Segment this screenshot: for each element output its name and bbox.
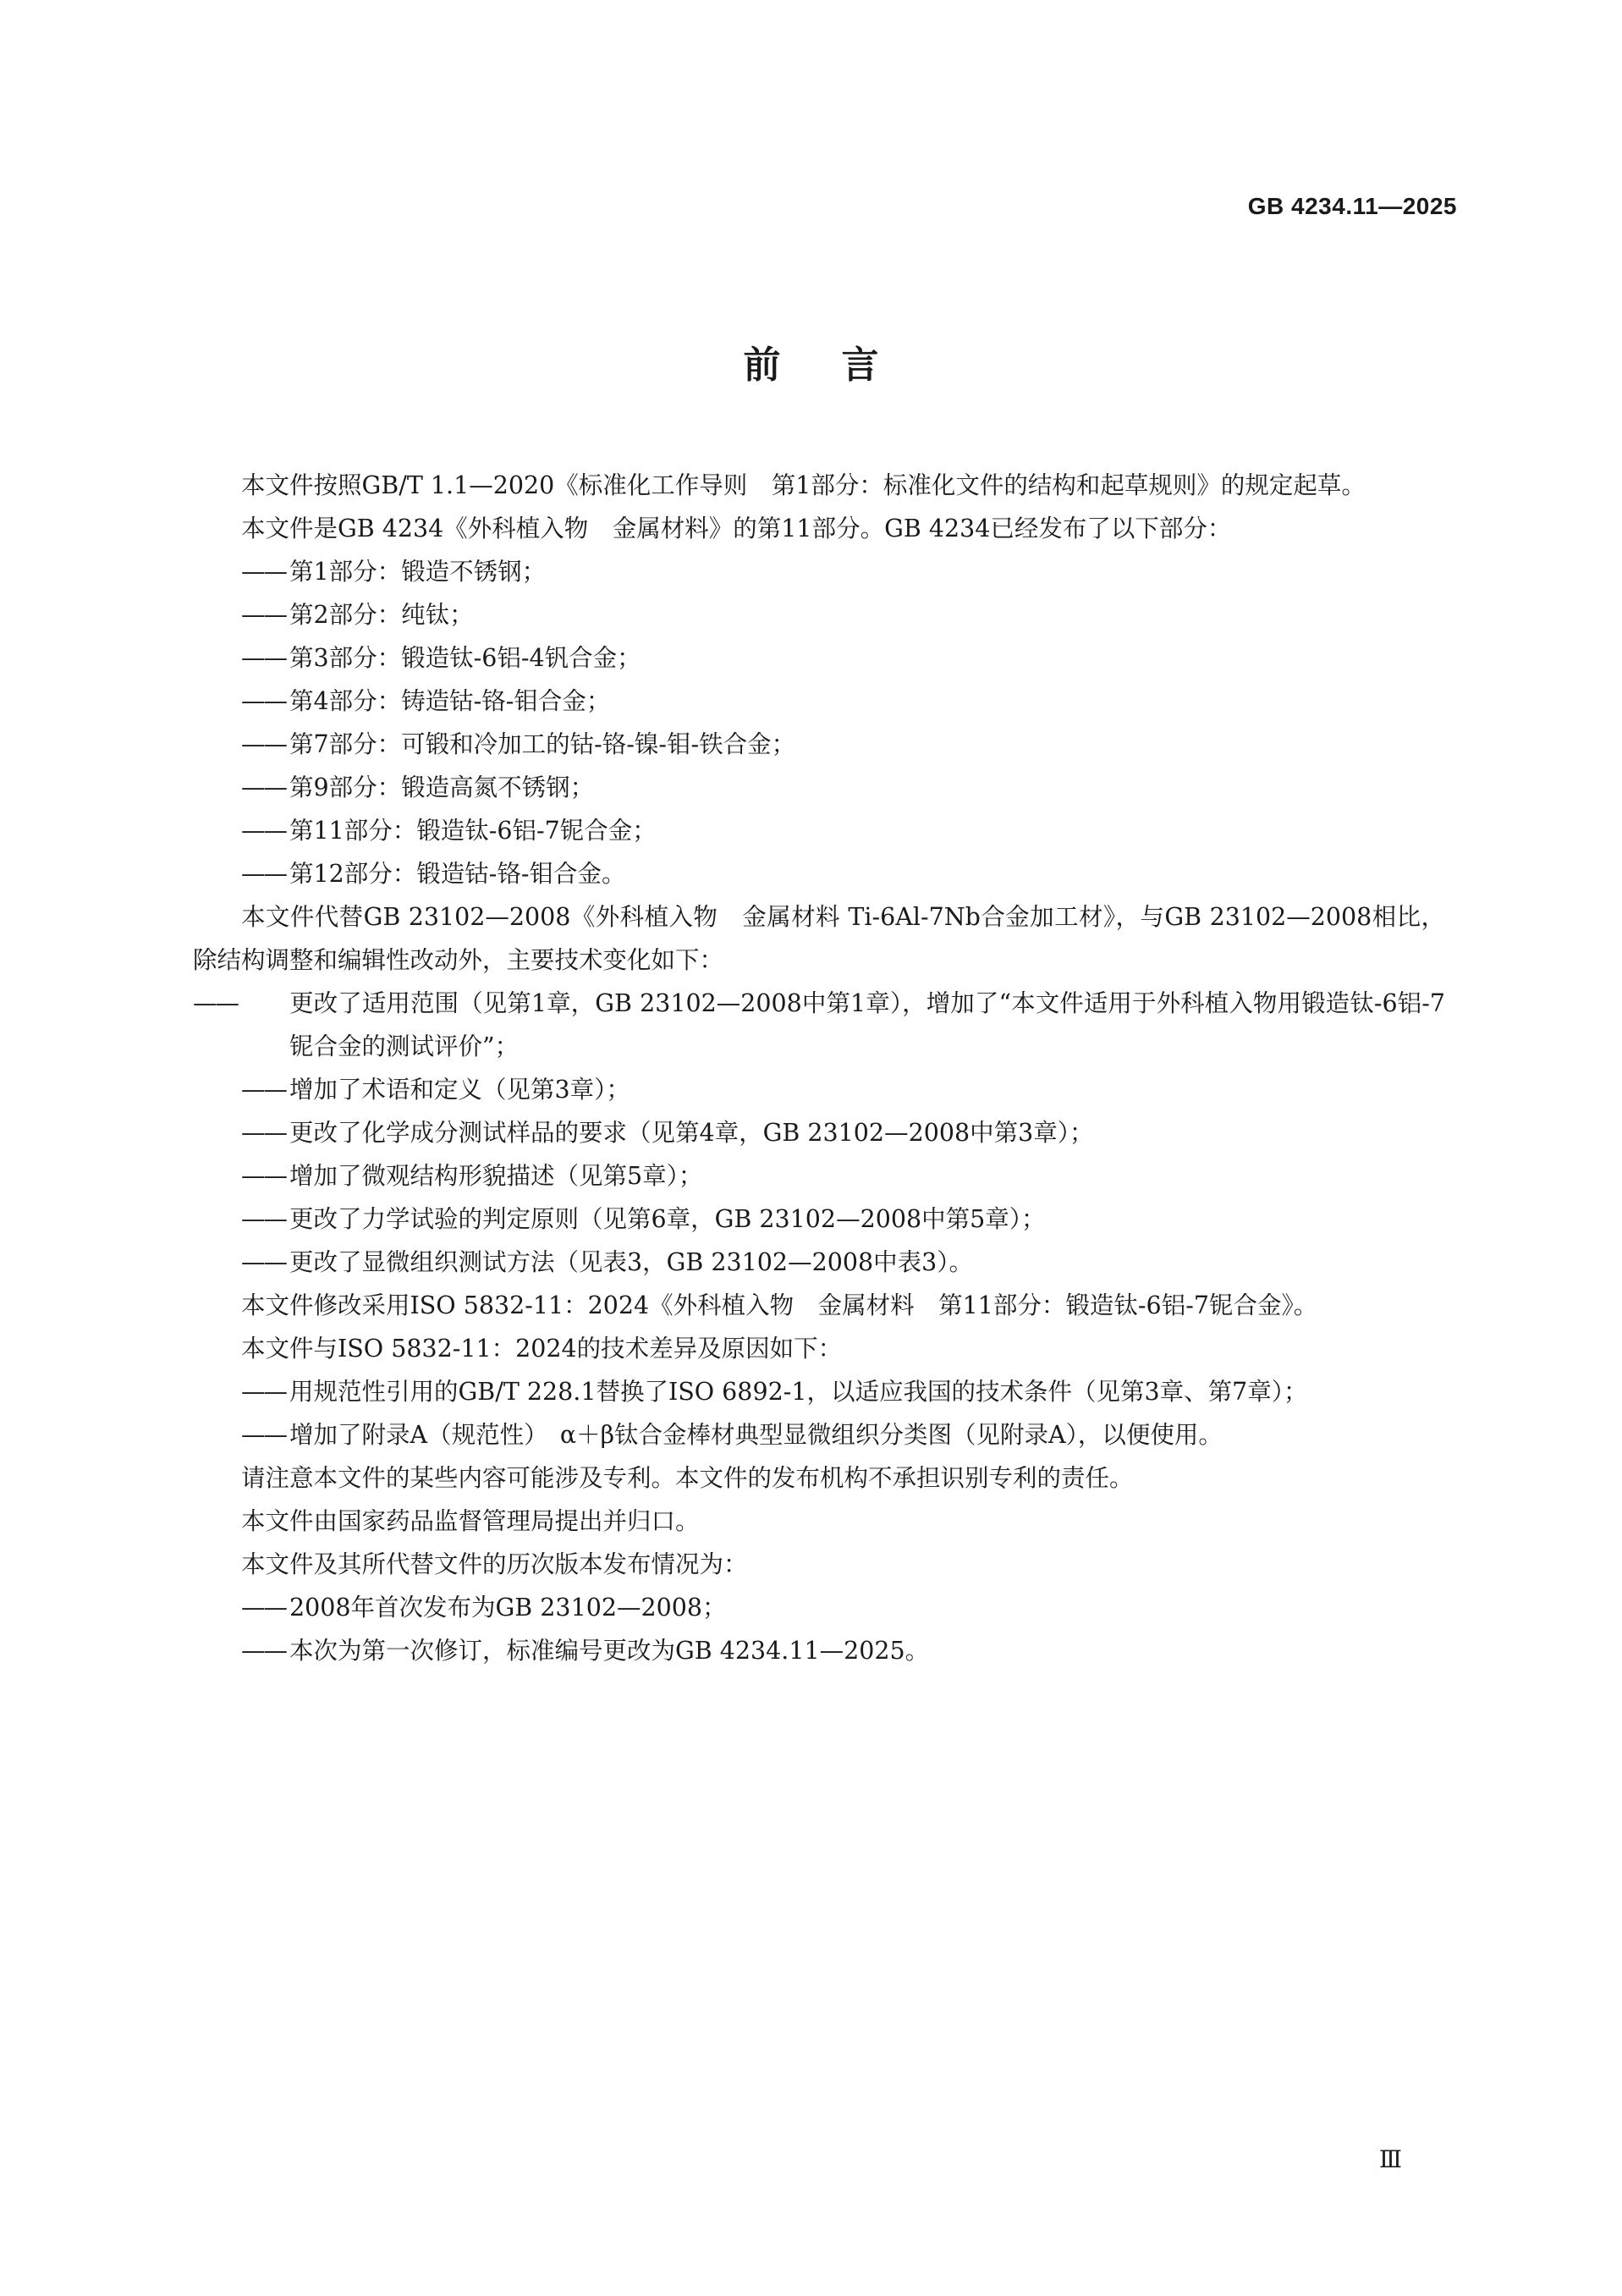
dash-marker: —— [241,1248,286,1276]
dash-marker: —— [241,860,286,888]
dash-marker: —— [241,1162,286,1190]
list-item [193,1154,1445,1198]
list-item [193,766,1445,809]
list-item-text: 第3部分：锻造钛-6铝-4钒合金； [289,644,641,672]
list-item [193,723,1445,766]
dash-marker: —— [241,1594,286,1622]
list-item [193,1586,1445,1629]
list-item-text: 第1部分：锻造不锈钢； [289,558,547,586]
list-item-text: 第4部分：铸造钴-铬-钼合金； [289,687,611,715]
paragraph: 本文件按照GB/T 1.1—2020《标准化工作导则 第1部分：标准化文件的结构和起草规则》的规定起草。 [241,471,1366,499]
dash-marker: —— [241,644,286,672]
list-item-text: 本次为第一次修订，标准编号更改为GB 4234.11—2025。 [289,1637,930,1665]
page-number: Ⅲ [1378,2145,1402,2173]
list-item [193,1198,1445,1241]
document-body [193,464,1445,1672]
dash-marker: —— [241,687,286,715]
paragraph: 本文件由国家药品监督管理局提出并归口。 [241,1507,700,1535]
list-item [193,593,1445,636]
dash-marker: —— [241,774,286,801]
paragraph: 本文件是GB 4234《外科植入物 金属材料》的第11部分。GB 4234已经发布了以下部分： [241,515,1232,542]
page-title: 前言 [743,344,940,387]
list-item-text: 更改了显微组织测试方法（见表3，GB 23102—2008中表3）。 [289,1248,973,1276]
list-item-text: 第7部分：可锻和冷加工的钴-铬-镍-钼-铁合金； [289,730,796,758]
list-item [193,1413,1445,1456]
list-item [193,550,1445,593]
dash-marker: —— [193,989,238,1017]
standard-number: GB 4234.11—2025 [1247,193,1457,219]
list-item [193,852,1445,895]
list-item-text: 用规范性引用的GB/T 228.1替换了ISO 6892-1，以适应我国的技术条件（见第3章、第7章）； [289,1378,1308,1406]
list-item-text: 第9部分：锻造高氮不锈钢； [289,774,595,801]
list-item [193,1068,1445,1111]
list-item [193,809,1445,852]
dash-marker: —— [241,1637,286,1665]
dash-marker: —— [241,1378,286,1406]
dash-marker: —— [241,1205,286,1233]
paragraph: 本文件代替GB 23102—2008《外科植入物 金属材料 Ti-6Al-7Nb合金加工材》，与GB 23102—2008相比，除结构调整和编辑性改动外，主要技术变化如下： [193,903,1445,974]
list-item [193,1370,1445,1413]
paragraph: 请注意本文件的某些内容可能涉及专利。本文件的发布机构不承担识别专利的责任。 [241,1464,1134,1492]
paragraph: 本文件与ISO 5832-11：2024的技术差异及原因如下： [241,1335,843,1363]
dash-marker: —— [241,730,286,758]
dash-marker: —— [241,1119,286,1147]
dash-marker: —— [241,817,286,845]
list-item-text: 更改了力学试验的判定原则（见第6章，GB 23102—2008中第5章）； [289,1205,1046,1233]
dash-marker: —— [241,601,286,629]
list-item-text: 增加了附录A（规范性） α＋β钛合金棒材典型显微组织分类图（见附录A），以便使用。 [289,1421,1223,1449]
list-item [193,680,1445,723]
list-item-text: 增加了术语和定义（见第3章）； [289,1076,630,1104]
dash-marker: —— [241,1076,286,1104]
list-item [193,636,1445,680]
dash-marker: —— [241,558,286,586]
list-item-text: 2008年首次发布为GB 23102—2008； [289,1594,727,1622]
list-item [193,1111,1445,1154]
list-item [193,1241,1445,1284]
list-item-text: 第2部分：纯钛； [289,601,474,629]
dash-marker: —— [241,1421,286,1449]
list-item [193,1629,1445,1672]
list-item-text: 更改了化学成分测试样品的要求（见第4章，GB 23102—2008中第3章）； [289,1119,1094,1147]
list-item-text: 第11部分：锻造钛-6铝-7铌合金； [289,817,657,845]
paragraph: 本文件修改采用ISO 5832-11：2024《外科植入物 金属材料 第11部分：锻造钛-6铝-7铌合金》。 [241,1291,1318,1319]
list-item [193,982,1445,1068]
paragraph: 本文件及其所代替文件的历次版本发布情况为： [241,1550,748,1578]
list-item-text: 增加了微观结构形貌描述（见第5章）； [289,1162,703,1190]
list-item-text: 更改了适用范围（见第1章，GB 23102—2008中第1章），增加了“本文件适用于外科植入物用锻造钛-6铝-7铌合金的测试评价”； [289,989,1445,1060]
list-item-text: 第12部分：锻造钴-铬-钼合金。 [289,860,626,888]
